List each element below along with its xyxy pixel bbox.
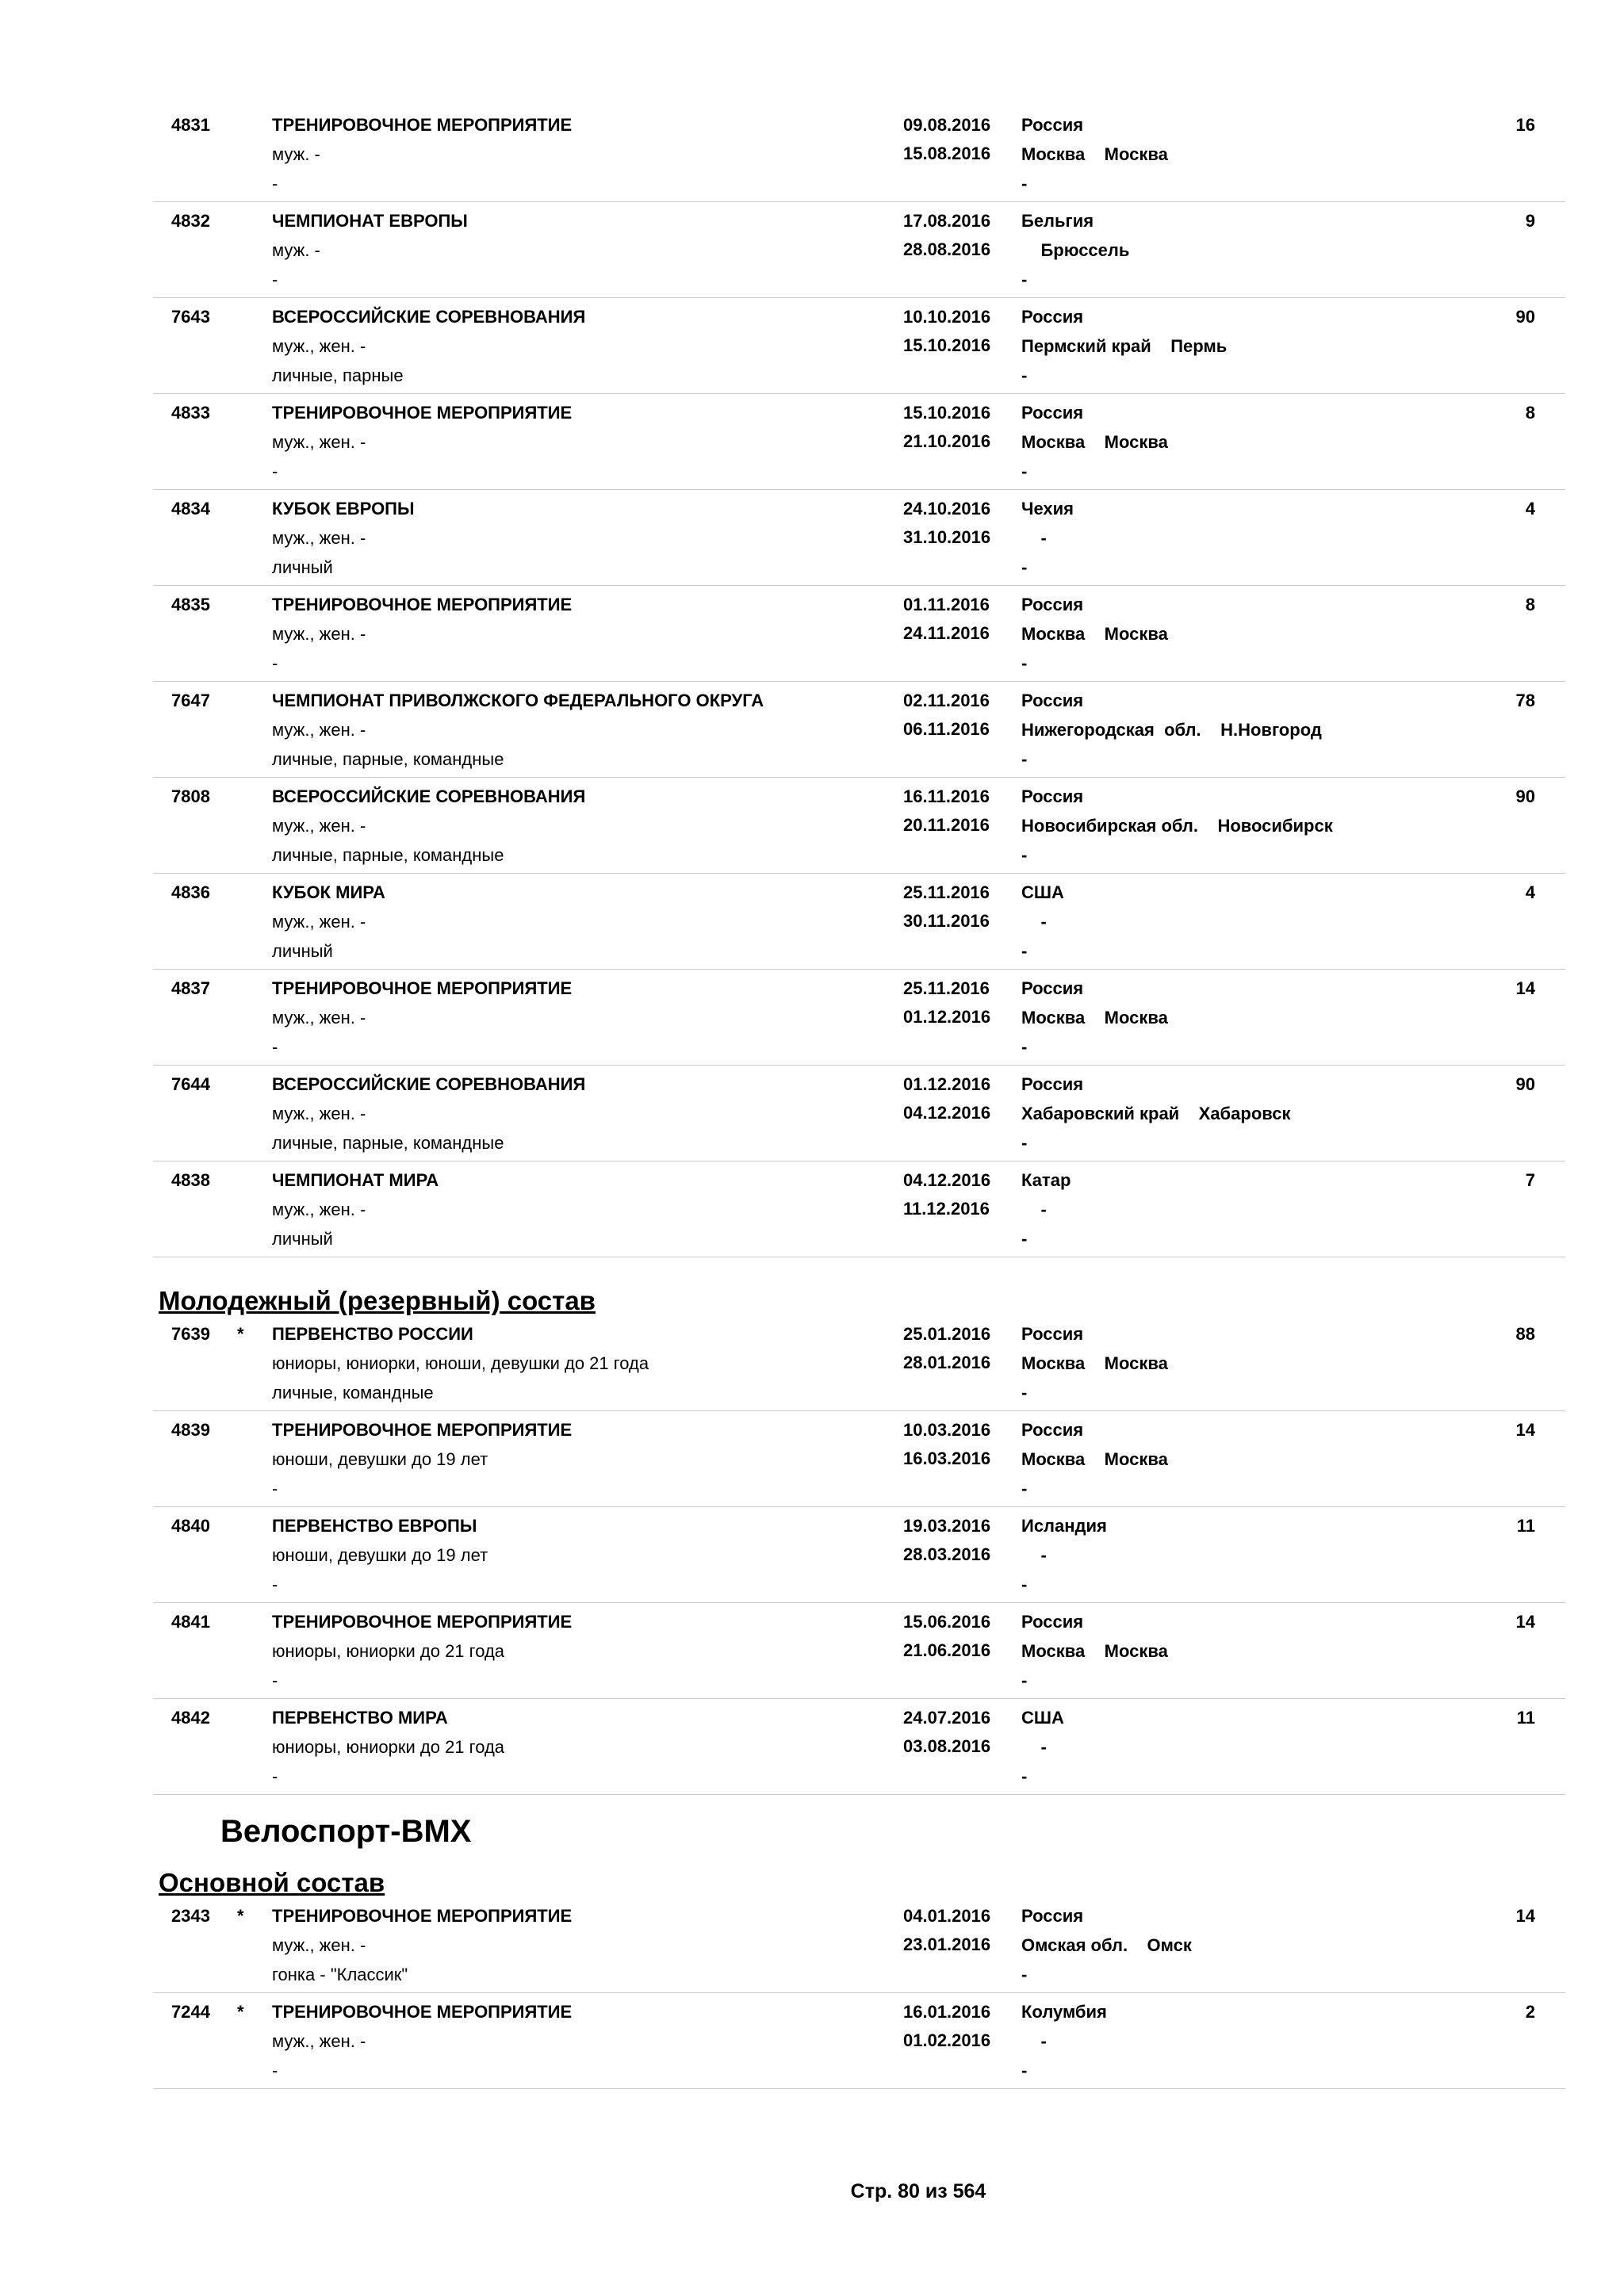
event-location: Москва Москва	[1021, 1449, 1168, 1469]
event-participants: муж., жен. -	[272, 1008, 366, 1027]
event-count: 8	[1525, 403, 1535, 423]
event-date-start: 04.01.2016	[903, 1906, 991, 1926]
event-title: ЧЕМПИОНАТ МИРА	[272, 1170, 439, 1190]
event-title: ЧЕМПИОНАТ ЕВРОПЫ	[272, 211, 468, 231]
event-count: 2	[1525, 2002, 1535, 2022]
event-count: 11	[1516, 1708, 1535, 1728]
event-participants: муж. -	[272, 240, 320, 260]
event-row	[153, 1314, 1565, 1411]
event-date-end: 23.01.2016	[903, 1934, 991, 1954]
event-discipline: личные, парные	[272, 365, 404, 385]
event-date-start: 01.12.2016	[903, 1074, 991, 1094]
event-country: США	[1021, 1708, 1064, 1728]
event-country: Россия	[1021, 403, 1084, 423]
event-participants: муж., жен. -	[272, 1104, 366, 1123]
event-count: 14	[1515, 1420, 1535, 1440]
event-row	[153, 201, 1565, 298]
event-participants: юноши, девушки до 19 лет	[272, 1545, 488, 1565]
event-date-start: 09.08.2016	[903, 115, 991, 135]
event-id: 7647	[171, 691, 210, 710]
event-date-start: 02.11.2016	[903, 691, 990, 710]
event-id: 4836	[171, 882, 210, 902]
event-id: 7639	[171, 1324, 210, 1344]
event-participants: муж. -	[272, 144, 320, 164]
event-row	[153, 1410, 1565, 1507]
event-participants: муж., жен. -	[272, 336, 366, 356]
event-extra: -	[1021, 365, 1028, 385]
event-date-start: 25.11.2016	[903, 978, 990, 998]
event-participants: муж., жен. -	[272, 1935, 366, 1955]
event-discipline: личные, парные, командные	[272, 1133, 504, 1153]
event-date-end: 01.02.2016	[903, 2030, 991, 2050]
event-location: -	[1021, 912, 1047, 932]
event-country: США	[1021, 882, 1064, 902]
event-row	[153, 297, 1565, 394]
event-date-end: 04.12.2016	[903, 1103, 991, 1123]
event-discipline: -	[272, 1670, 278, 1690]
event-row	[153, 1065, 1565, 1161]
event-country: Россия	[1021, 1420, 1084, 1440]
event-extra: -	[1021, 1766, 1028, 1786]
event-date-end: 11.12.2016	[903, 1199, 990, 1219]
event-participants: муж., жен. -	[272, 912, 366, 932]
event-row	[153, 489, 1565, 586]
event-discipline: -	[272, 1766, 278, 1786]
event-row	[153, 1896, 1565, 1993]
event-country: Россия	[1021, 1612, 1084, 1632]
event-date-start: 24.10.2016	[903, 499, 991, 519]
event-location: Москва Москва	[1021, 432, 1168, 452]
event-title: ТРЕНИРОВОЧНОЕ МЕРОПРИЯТИЕ	[272, 1420, 573, 1440]
event-date-end: 03.08.2016	[903, 1736, 991, 1756]
event-extra: -	[1021, 749, 1028, 769]
event-count: 90	[1515, 307, 1535, 327]
event-row	[153, 1161, 1565, 1257]
event-id: 7808	[171, 786, 210, 806]
event-discipline: -	[272, 174, 278, 193]
event-date-end: 28.01.2016	[903, 1353, 991, 1372]
event-count: 90	[1515, 786, 1535, 806]
event-location: Хабаровский край Хабаровск	[1021, 1104, 1291, 1123]
event-participants: юниоры, юниорки до 21 года	[272, 1641, 505, 1661]
event-location: Омская обл. Омск	[1021, 1935, 1192, 1955]
event-extra: -	[1021, 1479, 1028, 1498]
event-id: 4832	[171, 211, 210, 231]
event-discipline: -	[272, 653, 278, 673]
event-location: Пермский край Пермь	[1021, 336, 1228, 356]
event-extra: -	[1021, 461, 1028, 481]
event-id: 4834	[171, 499, 210, 519]
sport-heading: Велоспорт-BMX	[220, 1814, 472, 1849]
event-extra: -	[1021, 2061, 1028, 2080]
event-row	[153, 1602, 1565, 1699]
event-row	[153, 969, 1565, 1066]
event-extra: -	[1021, 1965, 1028, 1984]
event-extra: -	[1021, 1133, 1028, 1153]
event-row	[153, 1698, 1565, 1795]
event-participants: муж., жен. -	[272, 816, 366, 836]
event-row	[153, 393, 1565, 490]
event-participants: муж., жен. -	[272, 528, 366, 548]
event-id: 7244	[171, 2002, 210, 2022]
event-title: ТРЕНИРОВОЧНОЕ МЕРОПРИЯТИЕ	[272, 1906, 573, 1926]
event-country: Россия	[1021, 1074, 1084, 1094]
event-extra: -	[1021, 557, 1028, 577]
event-discipline: -	[272, 461, 278, 481]
event-extra: -	[1021, 1383, 1028, 1402]
event-title: ТРЕНИРОВОЧНОЕ МЕРОПРИЯТИЕ	[272, 115, 573, 135]
event-date-end: 28.08.2016	[903, 239, 991, 259]
event-date-start: 15.10.2016	[903, 403, 991, 423]
event-date-end: 24.11.2016	[903, 623, 990, 643]
event-extra: -	[1021, 941, 1028, 961]
event-count: 16	[1515, 115, 1535, 135]
event-date-end: 28.03.2016	[903, 1544, 991, 1564]
event-id: 7644	[171, 1074, 210, 1094]
event-date-start: 24.07.2016	[903, 1708, 991, 1728]
event-country: Россия	[1021, 1324, 1084, 1344]
event-country: Колумбия	[1021, 2002, 1107, 2022]
event-title: ТРЕНИРОВОЧНОЕ МЕРОПРИЯТИЕ	[272, 978, 573, 998]
event-date-start: 10.10.2016	[903, 307, 991, 327]
event-title: ВСЕРОССИЙСКИЕ СОРЕВНОВАНИЯ	[272, 786, 586, 806]
event-date-end: 06.11.2016	[903, 719, 990, 739]
event-country: Россия	[1021, 978, 1084, 998]
event-participants: муж., жен. -	[272, 432, 366, 452]
event-star-mark: *	[237, 1324, 244, 1344]
event-count: 88	[1515, 1324, 1535, 1344]
event-discipline: личные, парные, командные	[272, 749, 504, 769]
event-date-start: 16.11.2016	[903, 786, 990, 806]
page-number: Стр. 80 из 564	[850, 2180, 986, 2202]
event-extra: -	[1021, 1670, 1028, 1690]
event-participants: муж., жен. -	[272, 2031, 366, 2051]
event-title: ВСЕРОССИЙСКИЕ СОРЕВНОВАНИЯ	[272, 307, 586, 327]
event-discipline: личный	[272, 941, 333, 961]
event-row	[153, 585, 1565, 682]
event-participants: юниоры, юниорки до 21 года	[272, 1737, 505, 1757]
event-country: Исландия	[1021, 1516, 1107, 1536]
event-id: 4838	[171, 1170, 210, 1190]
event-extra: -	[1021, 1575, 1028, 1594]
event-date-end: 30.11.2016	[903, 911, 990, 931]
event-count: 14	[1515, 978, 1535, 998]
event-date-end: 16.03.2016	[903, 1448, 991, 1468]
event-location: Москва Москва	[1021, 1353, 1168, 1373]
event-discipline: -	[272, 1575, 278, 1594]
event-participants: муж., жен. -	[272, 720, 366, 740]
event-extra: -	[1021, 653, 1028, 673]
event-date-start: 17.08.2016	[903, 211, 991, 231]
event-discipline: личные, командные	[272, 1383, 434, 1402]
event-star-mark: *	[237, 1906, 244, 1926]
event-row	[153, 873, 1565, 970]
event-location: Брюссель	[1021, 240, 1130, 260]
event-id: 4842	[171, 1708, 210, 1728]
event-id: 4835	[171, 595, 210, 614]
event-count: 9	[1525, 211, 1535, 231]
event-location: Нижегородская обл. Н.Новгород	[1021, 720, 1322, 740]
event-extra: -	[1021, 174, 1028, 193]
event-date-start: 25.11.2016	[903, 882, 990, 902]
event-row	[153, 1506, 1565, 1603]
event-count: 90	[1515, 1074, 1535, 1094]
event-country: Россия	[1021, 307, 1084, 327]
event-extra: -	[1021, 1037, 1028, 1057]
event-discipline: -	[272, 1037, 278, 1057]
event-participants: юниоры, юниорки, юноши, девушки до 21 года	[272, 1353, 649, 1373]
event-location: Москва Москва	[1021, 1008, 1168, 1027]
event-location: -	[1021, 1545, 1047, 1565]
event-title: ПЕРВЕНСТВО ЕВРОПЫ	[272, 1516, 477, 1536]
event-id: 7643	[171, 307, 210, 327]
event-location: -	[1021, 528, 1047, 548]
event-location: Москва Москва	[1021, 624, 1168, 644]
event-id: 4837	[171, 978, 210, 998]
event-date-start: 04.12.2016	[903, 1170, 991, 1190]
event-id: 2343	[171, 1906, 210, 1926]
event-row	[153, 105, 1565, 202]
event-discipline: -	[272, 270, 278, 289]
event-date-start: 10.03.2016	[903, 1420, 991, 1440]
event-date-end: 15.08.2016	[903, 144, 991, 163]
event-title: ЧЕМПИОНАТ ПРИВОЛЖСКОГО ФЕДЕРАЛЬНОГО ОКРУГА	[272, 691, 764, 710]
event-count: 8	[1525, 595, 1535, 614]
event-date-start: 15.06.2016	[903, 1612, 991, 1632]
event-date-end: 31.10.2016	[903, 527, 991, 547]
event-location: Новосибирская обл. Новосибирск	[1021, 816, 1333, 836]
event-discipline: личный	[272, 557, 333, 577]
event-discipline: личные, парные, командные	[272, 845, 504, 865]
event-location: Москва Москва	[1021, 144, 1168, 164]
event-participants: муж., жен. -	[272, 1200, 366, 1219]
event-country: Россия	[1021, 595, 1084, 614]
event-count: 4	[1525, 499, 1535, 519]
event-extra: -	[1021, 1229, 1028, 1249]
event-country: Катар	[1021, 1170, 1071, 1190]
event-extra: -	[1021, 270, 1028, 289]
event-title: ПЕРВЕНСТВО МИРА	[272, 1708, 448, 1728]
event-count: 4	[1525, 882, 1535, 902]
event-country: Россия	[1021, 691, 1084, 710]
event-row	[153, 777, 1565, 874]
event-count: 14	[1515, 1906, 1535, 1926]
event-date-end: 20.11.2016	[903, 815, 990, 835]
event-participants: муж., жен. -	[272, 624, 366, 644]
event-location: -	[1021, 1200, 1047, 1219]
event-location: -	[1021, 1737, 1047, 1757]
event-title: КУБОК ЕВРОПЫ	[272, 499, 415, 519]
event-title: ПЕРВЕНСТВО РОССИИ	[272, 1324, 473, 1344]
event-id: 4839	[171, 1420, 210, 1440]
event-row	[153, 1992, 1565, 2089]
event-title: ТРЕНИРОВОЧНОЕ МЕРОПРИЯТИЕ	[272, 595, 573, 614]
event-date-start: 19.03.2016	[903, 1516, 991, 1536]
event-date-end: 21.10.2016	[903, 431, 991, 451]
event-country: Россия	[1021, 1906, 1084, 1926]
event-discipline: гонка - "Классик"	[272, 1965, 408, 1984]
event-title: ТРЕНИРОВОЧНОЕ МЕРОПРИЯТИЕ	[272, 2002, 573, 2022]
section-heading: Молодежный (резервный) состав	[159, 1286, 596, 1315]
event-extra: -	[1021, 845, 1028, 865]
event-title: ТРЕНИРОВОЧНОЕ МЕРОПРИЯТИЕ	[272, 1612, 573, 1632]
event-title: ВСЕРОССИЙСКИЕ СОРЕВНОВАНИЯ	[272, 1074, 586, 1094]
event-discipline: -	[272, 1479, 278, 1498]
event-id: 4831	[171, 115, 210, 135]
event-count: 14	[1515, 1612, 1535, 1632]
event-id: 4841	[171, 1612, 210, 1632]
event-country: Чехия	[1021, 499, 1074, 519]
section-heading: Основной состав	[159, 1868, 385, 1897]
event-date-end: 21.06.2016	[903, 1640, 991, 1660]
event-date-start: 16.01.2016	[903, 2002, 991, 2022]
event-discipline: личный	[272, 1229, 333, 1249]
event-participants: юноши, девушки до 19 лет	[272, 1449, 488, 1469]
event-date-end: 15.10.2016	[903, 335, 991, 355]
event-location: Москва Москва	[1021, 1641, 1168, 1661]
event-country: Бельгия	[1021, 211, 1094, 231]
event-star-mark: *	[237, 2002, 244, 2022]
event-country: Россия	[1021, 115, 1084, 135]
event-title: КУБОК МИРА	[272, 882, 385, 902]
event-title: ТРЕНИРОВОЧНОЕ МЕРОПРИЯТИЕ	[272, 403, 573, 423]
event-id: 4833	[171, 403, 210, 423]
event-discipline: -	[272, 2061, 278, 2080]
event-count: 78	[1515, 691, 1535, 710]
event-row	[153, 681, 1565, 778]
event-id: 4840	[171, 1516, 210, 1536]
event-country: Россия	[1021, 786, 1084, 806]
event-date-start: 25.01.2016	[903, 1324, 991, 1344]
event-count: 11	[1516, 1516, 1535, 1536]
event-location: -	[1021, 2031, 1047, 2051]
event-count: 7	[1525, 1170, 1535, 1190]
event-date-start: 01.11.2016	[903, 595, 990, 614]
event-date-end: 01.12.2016	[903, 1007, 991, 1027]
